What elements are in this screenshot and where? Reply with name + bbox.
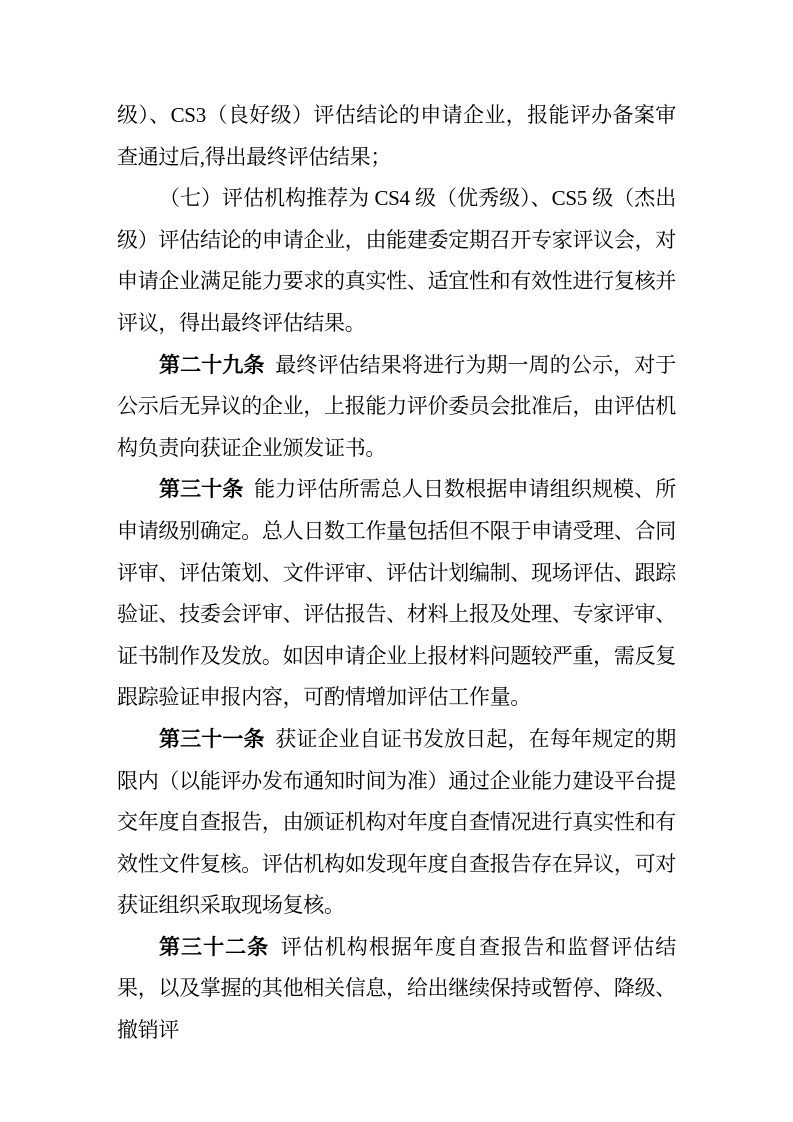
paragraph bbox=[117, 178, 676, 344]
article-number: 第二十九条 bbox=[159, 352, 265, 377]
paragraph bbox=[117, 95, 676, 178]
text-run: 最终评估结果将进行为期一周的公示，对于公示后无异议的企业，上报能力评价委员会批准后，由评估机构负责向获证企业颁发证书。 bbox=[117, 352, 677, 460]
article-number: 第三十一条 bbox=[159, 726, 265, 751]
article-number: 第三十条 bbox=[159, 477, 244, 502]
text-run: （七）评估机构推荐为 CS4 级（优秀级）、CS5 级（杰出级）评估结论的申请企业，由能建委定期召开专家评议会，对申请企业满足能力要求的真实性、适宜性和有效性进行复核并评议，得出最终评估结果。 bbox=[117, 186, 676, 335]
paragraph bbox=[117, 927, 676, 1052]
article-number: 第三十二条 bbox=[159, 934, 270, 959]
paragraph bbox=[117, 719, 676, 927]
paragraph bbox=[117, 469, 676, 719]
document-body bbox=[117, 95, 676, 1052]
text-run: 能力评估所需总人日数根据申请组织规模、所申请级别确定。总人日数工作量包括但不限于申请受理、合同评审、评估策划、文件评审、评估计划编制、现场评估、跟踪验证、技委会评审、评估报告、材料上报及处理、专家评审、证书制作及发放。如因申请企业上报材料问题较严重，需反复跟踪验证申报内容，可酌情增加评估工作量。 bbox=[117, 477, 676, 710]
text-run: 获证企业自证书发放日起，在每年规定的期限内（以能评办发布通知时间为准）通过企业能力建设平台提交年度自查报告，由颁证机构对年度自查情况进行真实性和有效性文件复核。评估机构如发现年度自查报告存在异议，可对获证组织采取现场复核。 bbox=[117, 726, 677, 918]
text-run: 级）、CS3（良好级）评估结论的申请企业，报能评办备案审查通过后,得出最终评估结果； bbox=[117, 103, 676, 169]
text-run: 评估机构根据年度自查报告和监督评估结果，以及掌握的其他相关信息，给出继续保持或暂停、降级、撤销评 bbox=[117, 934, 676, 1043]
paragraph bbox=[117, 345, 676, 470]
